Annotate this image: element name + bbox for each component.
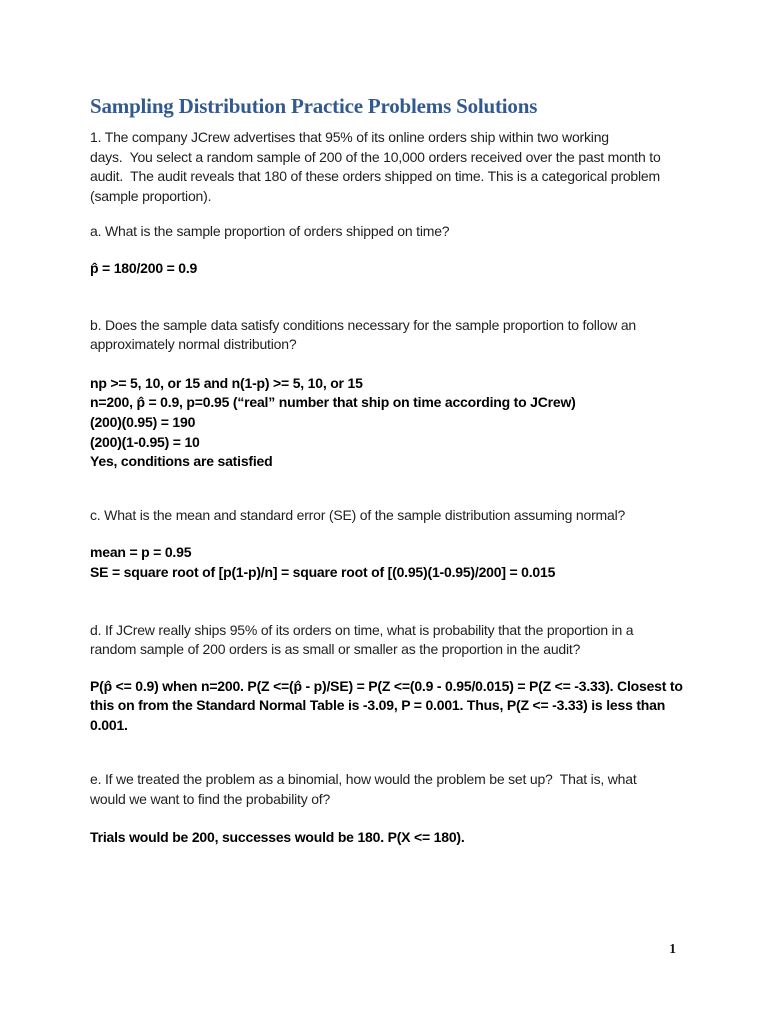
answer-c: [90, 543, 690, 582]
answer-d-text: 0.001.: [90, 716, 128, 733]
page-number: 1: [669, 941, 676, 956]
question-e: [90, 770, 690, 809]
question-e-text: would we want to find the probability of?: [90, 791, 331, 808]
answer-a: [90, 259, 690, 279]
answer-b-text: (200)(1-0.95) = 10: [90, 433, 200, 450]
question-e-text: e. If we treated the problem as a binomial, how would the problem be set up? That is, what: [90, 771, 637, 788]
question-a-text: a. What is the sample proportion of orders shipped on time?: [90, 223, 450, 240]
document-content: [90, 0, 690, 847]
page-title: Sampling Distribution Practice Problems Solutions: [90, 94, 538, 118]
problem-statement-line: days. You select a random sample of 200 of the 10,000 orders received over the past month to: [90, 148, 661, 165]
answer-d-text: this on from the Standard Normal Table is -3.09, P = 0.001. Thus, P(Z <= -3.33) is less than: [90, 697, 666, 714]
problem-statement-line: 1. The company JCrew advertises that 95% of its online orders ship within two working: [90, 129, 609, 145]
answer-b-text: np >= 5, 10, or 15 and n(1-p) >= 5, 10, or 15: [90, 374, 363, 391]
question-b-text: approximately normal distribution?: [90, 336, 297, 353]
question-b-text: b. Does the sample data satisfy conditions necessary for the sample proportion to follow an: [90, 316, 636, 333]
question-c-text: c. What is the mean and standard error (SE) of the sample distribution assuming normal?: [90, 506, 626, 523]
problem-statement-line: audit. The audit reveals that 180 of these orders shipped on time. This is a categorical problem: [90, 168, 660, 185]
answer-b-text: n=200, p̂ = 0.9, p=0.95 (“real” number that ship on time according to JCrew): [90, 394, 576, 411]
answer-d-text: P(p̂ <= 0.9) when n=200. P(Z <=(p̂ - p)/SE) = P(Z <=(0.9 - 0.95/0.015) = P(Z <= -3.33). Closest to: [90, 677, 683, 694]
answer-e-text: Trials would be 200, successes would be 180. P(X <= 180).: [90, 828, 465, 845]
question-d-text: d. If JCrew really ships 95% of its orders on time, what is probability that the proportion in a: [90, 621, 634, 638]
answer-b: [90, 374, 690, 472]
problem-statement: [90, 128, 690, 206]
answer-b-text: Yes, conditions are satisfied: [90, 453, 273, 470]
problem-statement-line: (sample proportion).: [90, 187, 212, 204]
answer-b-text: (200)(0.95) = 190: [90, 413, 196, 430]
answer-e: [90, 828, 690, 848]
question-c: [90, 506, 690, 526]
question-a: [90, 222, 690, 242]
answer-c-text: mean = p = 0.95: [90, 544, 192, 561]
answer-d: [90, 677, 690, 736]
question-d-text: random sample of 200 orders is as small or smaller as the proportion in the audit?: [90, 641, 581, 658]
question-d: [90, 621, 690, 660]
question-b: [90, 316, 690, 355]
answer-a-text: p̂ = 180/200 = 0.9: [90, 259, 198, 276]
answer-c-text: SE = square root of [p(1-p)/n] = square root of [(0.95)(1-0.95)/200] = 0.015: [90, 563, 556, 580]
